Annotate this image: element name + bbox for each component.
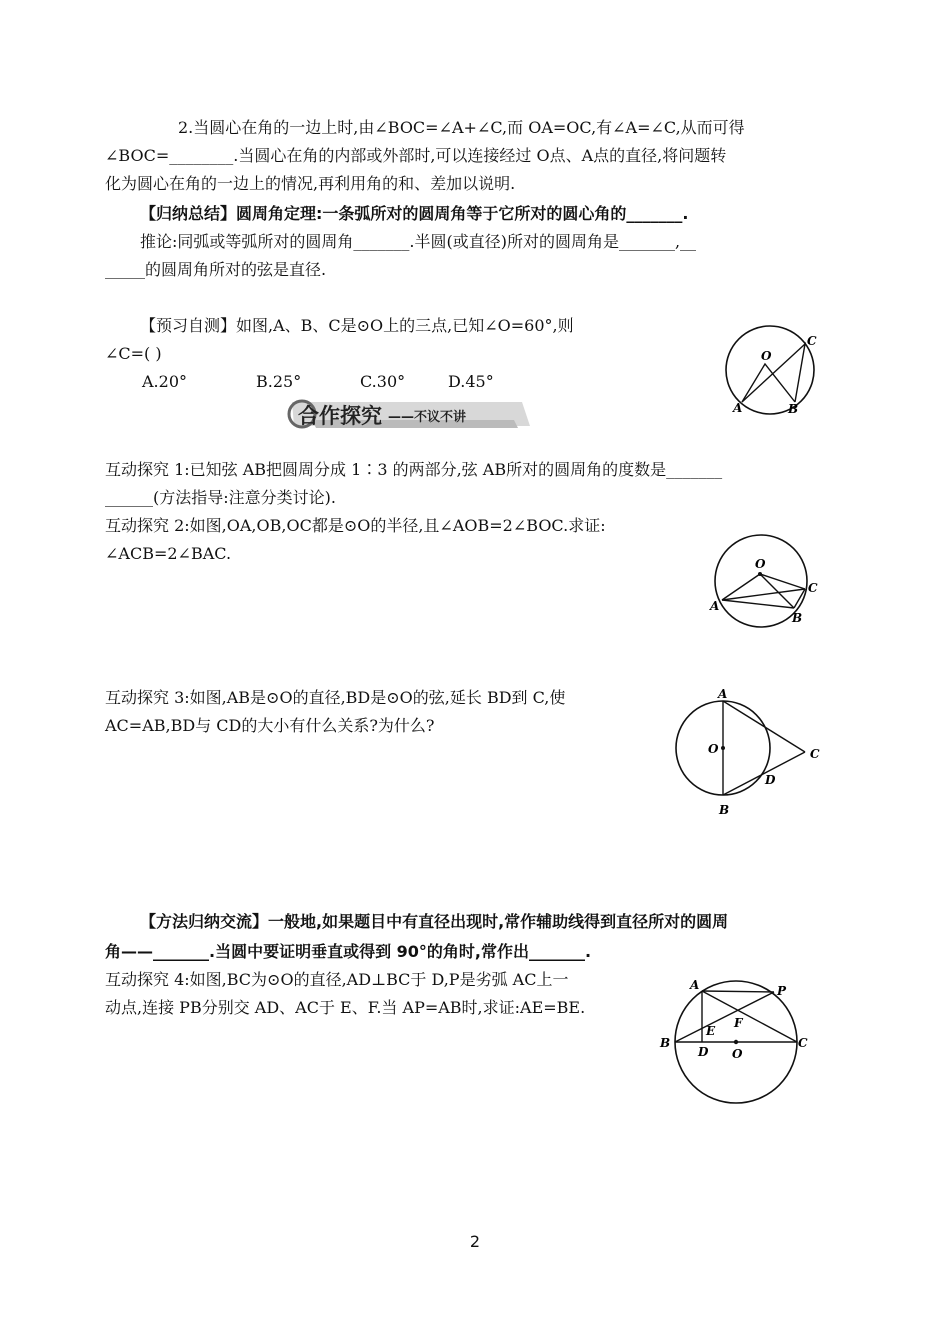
exercise-2-line-1: 互动探究 2:如图,OA,OB,OC都是⊙O的半径,且∠AOB=2∠BOC.求证:	[105, 516, 606, 535]
figure-exercise-4	[656, 974, 816, 1110]
intro-line-1: 2.当圆心在角的一边上时,由∠BOC=∠A+∠C,而 OA=OC,有∠A=∠C,从而可得	[178, 118, 745, 137]
figure-exercise-2	[702, 532, 827, 632]
figure-exercise-3	[668, 686, 828, 818]
option-a: A.20°	[142, 372, 187, 391]
option-d: D.45°	[448, 372, 494, 391]
fig3-label-d: D	[765, 773, 776, 787]
fig4-label-c: C	[798, 1036, 808, 1050]
fig4-label-d: D	[698, 1045, 709, 1059]
option-c: C.30°	[360, 372, 406, 391]
method-summary-line-2: 角——_______.当圆中要证明垂直或得到 90°的角时,常作出_______.	[105, 942, 592, 961]
fig1-label-c: C	[807, 334, 817, 348]
fig1-label-b: B	[788, 402, 799, 416]
fig3-label-o: O	[708, 742, 719, 756]
summary-theorem: 【归纳总结】圆周角定理:一条弧所对的圆周角等于它所对的圆心角的_______.	[140, 204, 689, 223]
option-b: B.25°	[256, 372, 302, 391]
exercise-4-line-1: 互动探究 4:如图,BC为⊙O的直径,AD⊥BC于 D,P是劣弧 AC上一	[105, 970, 569, 989]
figure-preview-circle	[715, 322, 825, 422]
intro-line-2: ∠BOC=________.当圆心在角的内部或外部时,可以连接经过 O点、A点的直径,将问题转	[105, 146, 727, 165]
fig3-label-a: A	[718, 687, 728, 701]
fig4-label-p: P	[777, 984, 787, 998]
fig4-label-a: A	[690, 978, 700, 992]
exercise-4-line-2: 动点,连接 PB分别交 AD、AC于 E、F.当 AP=AB时,求证:AE=BE.	[105, 998, 586, 1017]
fig3-label-c: C	[810, 747, 820, 761]
fig4-label-f: F	[734, 1016, 743, 1030]
preview-question: 【预习自测】如图,A、B、C是⊙O上的三点,已知∠O=60°,则	[140, 316, 574, 335]
fig4-label-e: E	[706, 1024, 716, 1038]
exercise-1-line-2: ______(方法指导:注意分类讨论).	[105, 488, 336, 507]
fig4-label-b: B	[660, 1036, 671, 1050]
summary-corollary-2: _____的圆周角所对的弦是直径.	[105, 260, 327, 279]
fig2-label-o: O	[755, 557, 766, 571]
summary-corollary-1: 推论:同弧或等弧所对的圆周角_______.半圆(或直径)所对的圆周角是_______,__	[140, 232, 697, 251]
exercise-3-line-2: AC=AB,BD与 CD的大小有什么关系?为什么?	[105, 716, 435, 735]
exercise-3-line-1: 互动探究 3:如图,AB是⊙O的直径,BD是⊙O的弦,延长 BD到 C,使	[105, 688, 566, 707]
fig4-label-o: O	[732, 1047, 743, 1061]
fig2-label-c: C	[808, 581, 818, 595]
fig2-label-b: B	[792, 611, 803, 625]
method-summary-line-1: 【方法归纳交流】一般地,如果题目中有直径出现时,常作辅助线得到直径所对的圆周	[140, 912, 729, 931]
cooperation-banner	[282, 396, 532, 432]
fig2-label-a: A	[710, 599, 720, 613]
fig3-label-b: B	[719, 803, 730, 817]
fig1-label-o: O	[761, 349, 772, 363]
banner-title: 合作探究	[298, 404, 382, 428]
exercise-1-line-1: 互动探究 1:已知弦 AB把圆周分成 1∶3 的两部分,弦 AB所对的圆周角的度数是_______	[105, 460, 723, 479]
preview-question-2: ∠C=( )	[105, 344, 162, 363]
fig1-label-a: A	[733, 401, 743, 415]
page-number: 2	[469, 1232, 481, 1251]
exercise-2-line-2: ∠ACB=2∠BAC.	[105, 544, 232, 563]
banner-subtitle: ——不议不讲	[388, 410, 467, 425]
intro-line-3: 化为圆心在角的一边上的情况,再利用角的和、差加以说明.	[105, 174, 516, 193]
